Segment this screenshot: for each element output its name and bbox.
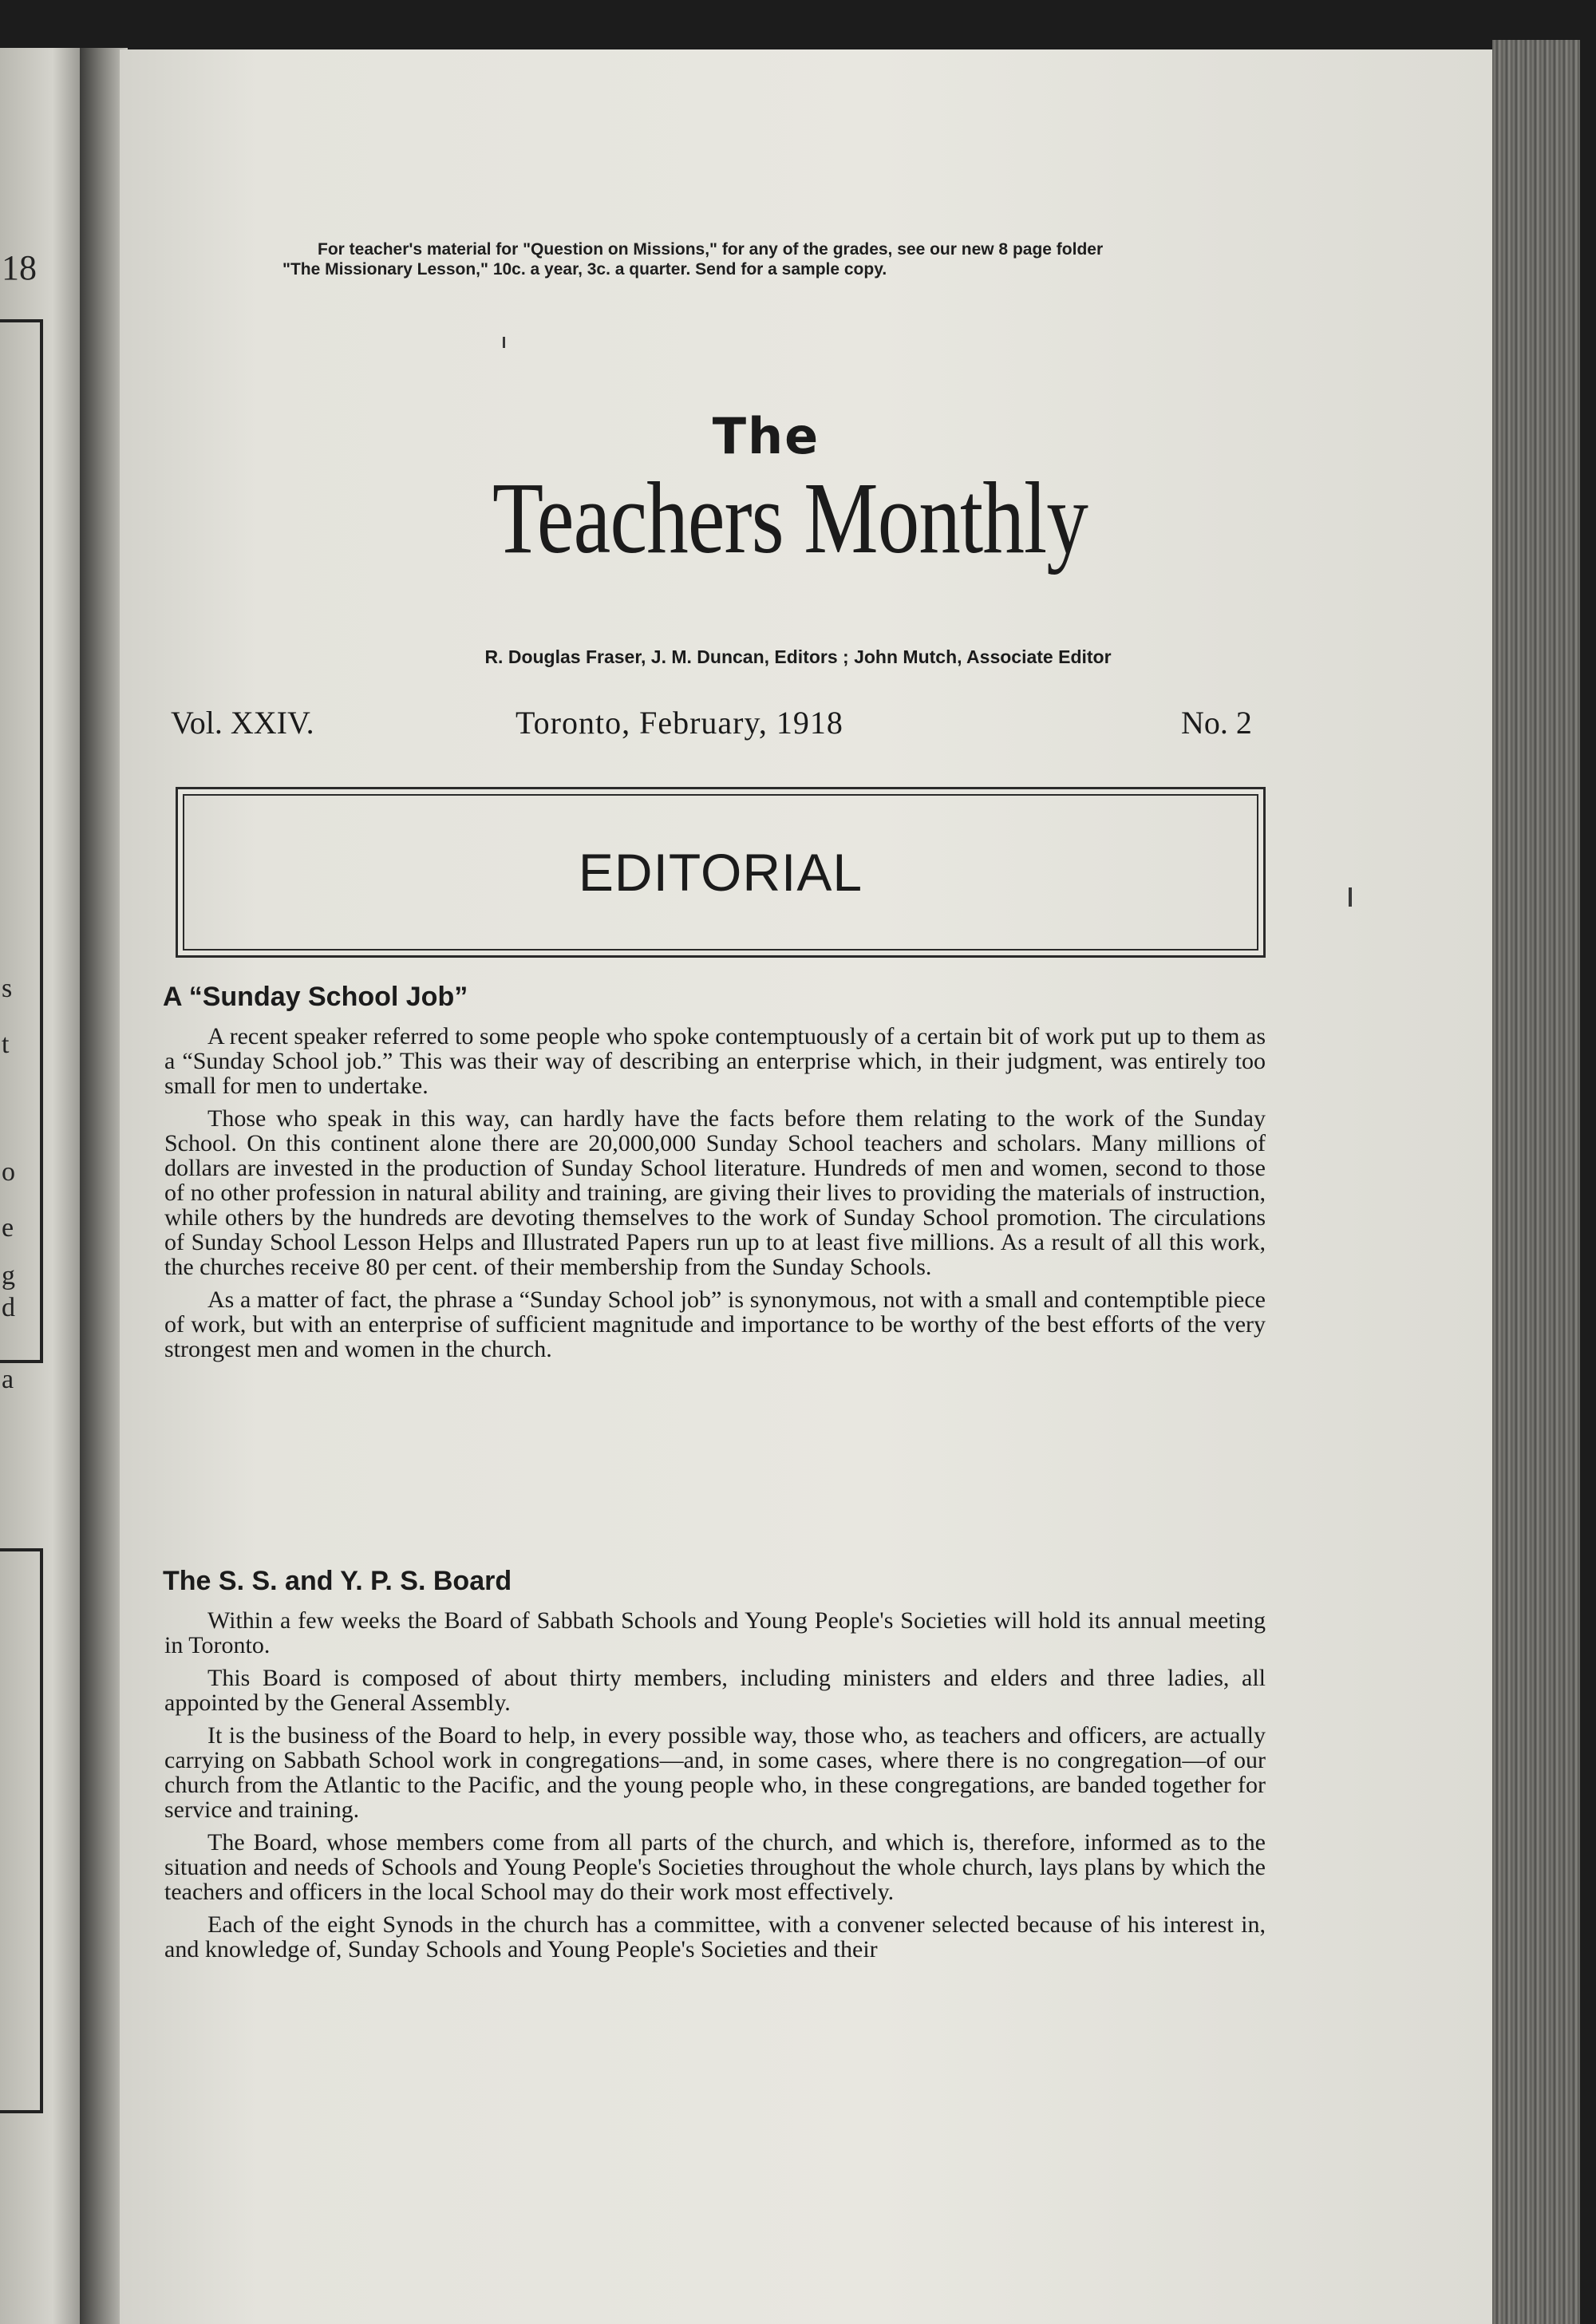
article-sunday-school-job — [164, 982, 1266, 1370]
dust-speck — [503, 337, 505, 348]
issue-volume: Vol. XXIV. — [171, 705, 314, 741]
editorial-heading: EDITORIAL — [578, 843, 863, 902]
article-paragraph: Within a few weeks the Board of Sabbath Schools and Young People's Societies will hold its annual meeting in Toronto. — [164, 1607, 1266, 1658]
prev-page-number-fragment: 18 — [2, 248, 37, 287]
prev-page-letter: o — [2, 1157, 15, 1187]
article-paragraph: This Board is composed of about thirty members, including ministers and elders and three ladies, all appointed by the General Assembly. — [164, 1665, 1266, 1716]
editorial-banner — [176, 787, 1266, 958]
masthead-the: The — [712, 407, 820, 465]
prev-page-letter: g — [2, 1261, 15, 1290]
notice-line: For teacher's material for "Question on Missions," for any of the grades, see our new 8 page folder — [318, 240, 1104, 259]
prev-page-letter: e — [2, 1213, 14, 1243]
article-paragraph: A recent speaker referred to some people who spoke contemptuously of a certain bit of work put up to them as a “Sunday School job.” This was their way of describing an enterprise which, in their judgment, was entirely too small for men to undertake. — [164, 1023, 1266, 1099]
article-ss-yps-board — [164, 1566, 1266, 1970]
issue-number: No. 2 — [1181, 705, 1252, 741]
dust-speck — [1349, 887, 1352, 907]
article-paragraph: The Board, whose members come from all parts of the church, and which is, therefore, informed as to the situation and needs of Schools and Young People's Societies throughout the whole church, lays plans by which the teachers and officers in the local School may do their work most effectively. — [164, 1829, 1266, 1905]
prev-page-box — [0, 1548, 43, 2113]
prev-page-letter: a — [2, 1365, 14, 1394]
magazine-page — [120, 49, 1492, 2324]
masthead-title: Teachers Monthly — [492, 461, 1088, 575]
missions-notice — [215, 239, 1412, 279]
previous-page-fragment — [0, 48, 88, 2324]
article-paragraph: Each of the eight Synods in the church has a committee, with a convener selected because of his interest in, and knowledge of, Sunday Schools and Young People's Societies and their — [164, 1911, 1266, 1962]
article-paragraph: As a matter of fact, the phrase a “Sunday School job” is synonymous, not with a small and contemptible piece of work, but with an enterprise of sufficient magnitude and importance to be worthy of the best efforts of the very strongest men and women in the church. — [164, 1286, 1266, 1362]
notice-line: "The Missionary Lesson," 10c. a year, 3c. a quarter. Send for a sample copy. — [282, 260, 887, 279]
article-paragraph: Those who speak in this way, can hardly have the facts before them relating to the work of the Sunday School. On this continent alone there are 20,000,000 Sunday School teachers and scholars. Many millions of dollars are invested in the production of Sunday School literature. Hundreds of men and women, second to those of no other profession in natural ability and training, are giving their lives to providing the materials of instruction, while others by the hundreds are devoting themselves to the work of Sunday School promotion. The circulations of Sunday School Lesson Helps and Illustrated Papers run up to at least five millions. As a result of all this work, the churches receive 80 per cent. of their membership from the Sunday Schools. — [164, 1105, 1266, 1280]
prev-page-box — [0, 319, 43, 1363]
issue-place-date: Toronto, February, 1918 — [516, 705, 843, 741]
prev-page-letter: s — [2, 974, 13, 1003]
article-paragraph: It is the business of the Board to help, in every possible way, those who, as teachers and officers, are actually carrying on Sabbath School work in congregations—and, in some cases, where there is no congregation—of our church from the Atlantic to the Pacific, and the young people who, in these congregations, are banded together for service and training. — [164, 1722, 1266, 1823]
article-heading: The S. S. and Y. P. S. Board — [163, 1566, 512, 1596]
masthead-editors: R. Douglas Fraser, J. M. Duncan, Editors ; John Mutch, Associate Editor — [484, 646, 1112, 667]
prev-page-letter: t — [2, 1030, 10, 1059]
article-heading: A “Sunday School Job” — [163, 982, 468, 1012]
prev-page-letter: d — [2, 1293, 15, 1322]
book-page-edges — [1492, 40, 1580, 2324]
